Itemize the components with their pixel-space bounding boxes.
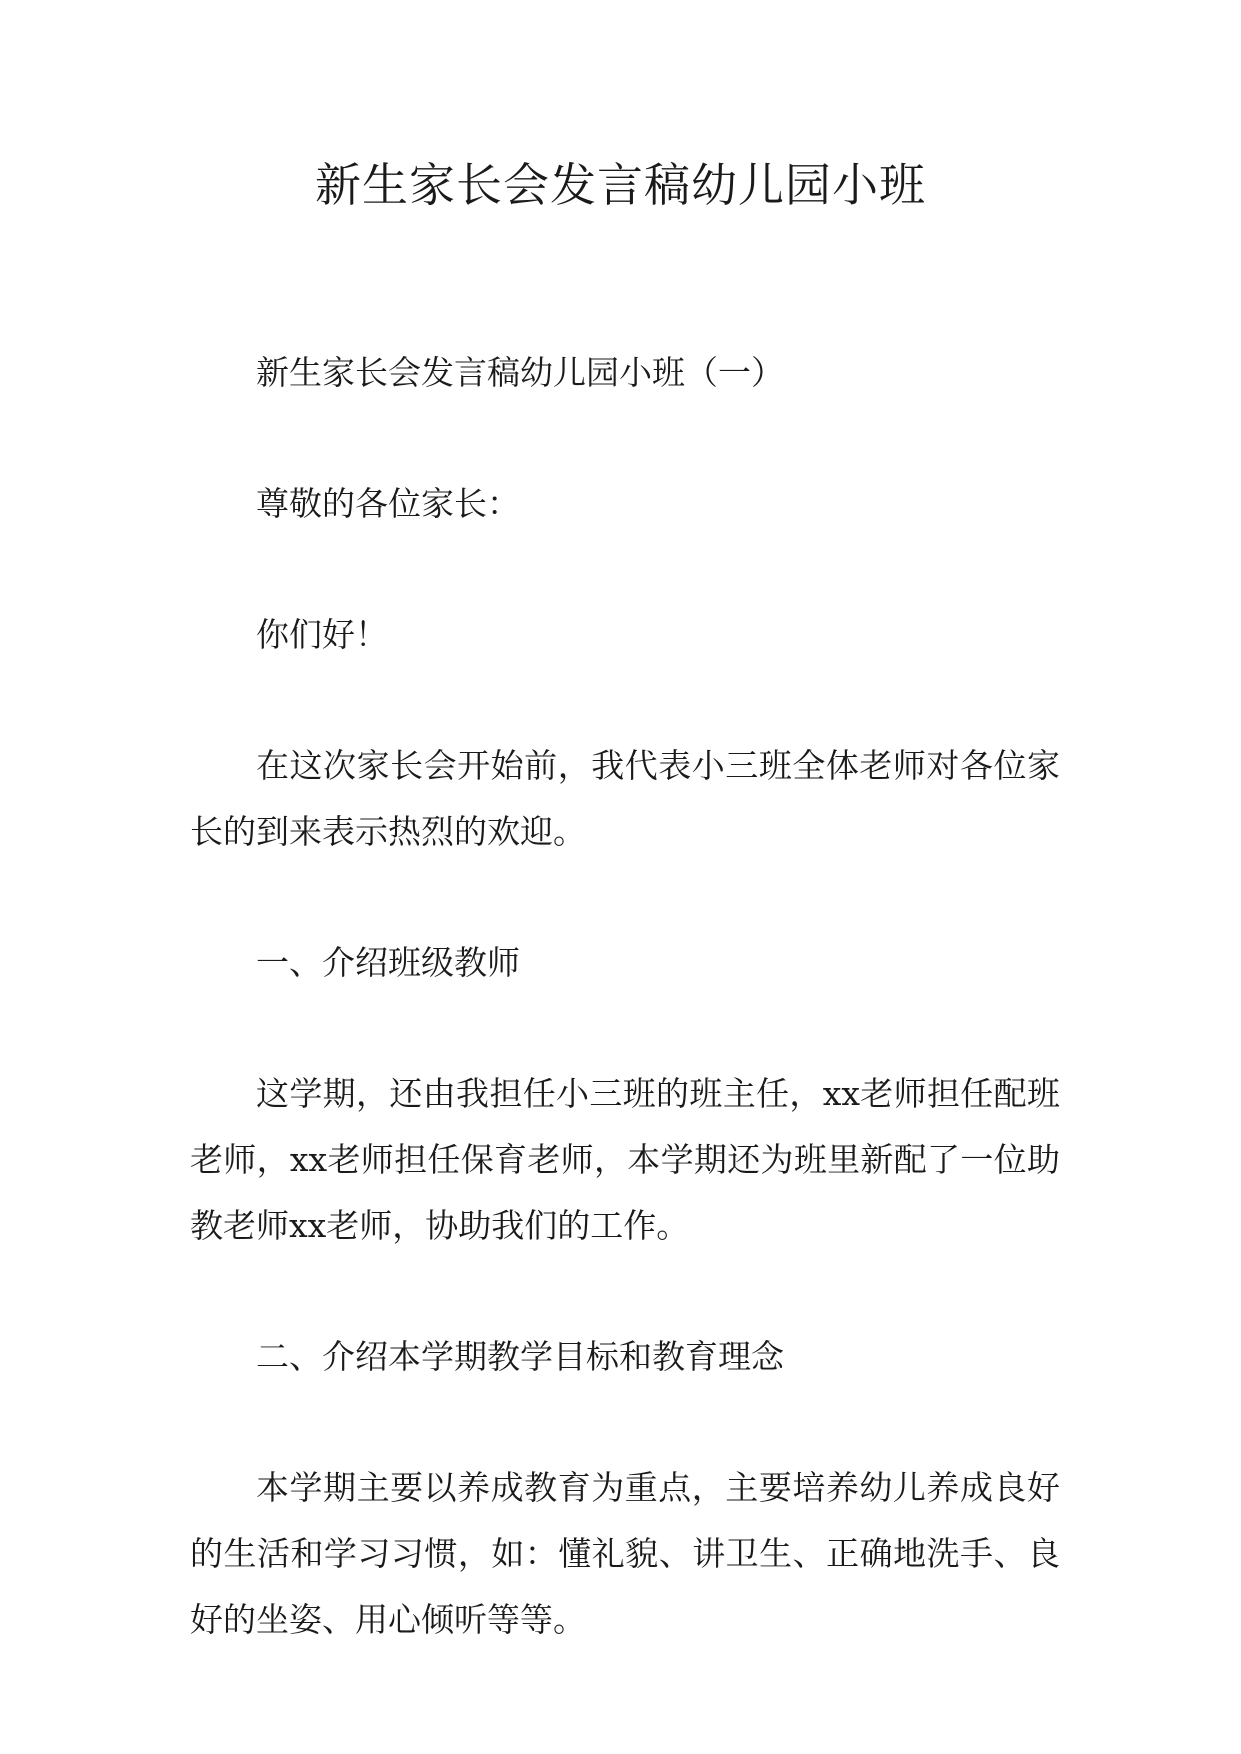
section-heading-goals: 二、介绍本学期教学目标和教育理念 <box>256 1337 784 1376</box>
section-heading-teachers: 一、介绍班级教师 <box>256 943 520 982</box>
paragraph-welcome: 在这次家长会开始前，我代表小三班全体老师对各位家长的到来表示热烈的欢迎。 <box>190 746 1060 851</box>
paragraph-teachers: 这学期，还由我担任小三班的班主任，xx老师担任配班老师，xx老师担任保育老师，本学期还为班里新配了一位助教老师xx老师，协助我们的工作。 <box>190 1074 1060 1245</box>
paragraph-greeting: 你们好！ <box>256 615 388 654</box>
document-title: 新生家长会发言稿幼儿园小班 <box>315 158 926 212</box>
paragraph-goals: 本学期主要以养成教育为重点，主要培养幼儿养成良好的生活和学习习惯，如：懂礼貌、讲卫生、正确地洗手、良好的坐姿、用心倾听等等。 <box>190 1468 1060 1639</box>
paragraph-salutation: 尊敬的各位家长： <box>256 484 520 523</box>
paragraph-subtitle: 新生家长会发言稿幼儿园小班（一） <box>256 353 784 392</box>
document-body <box>190 340 1060 1653</box>
